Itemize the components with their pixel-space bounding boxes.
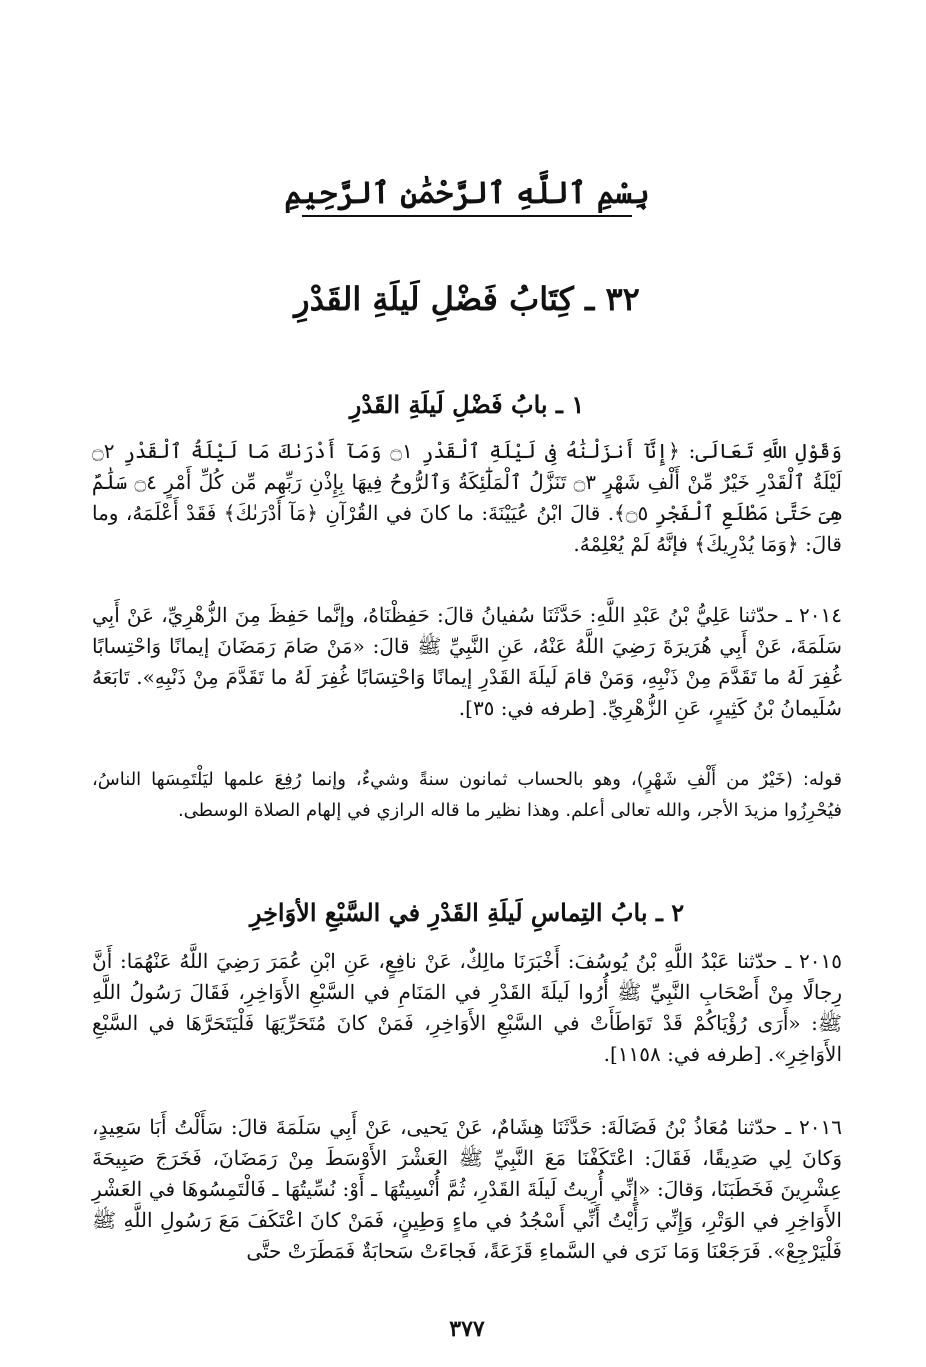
chapter-1-intro: وَقَوْلِ اللَّهِ تَعَالَى: ﴿إِنَّآ أَنزَلْنَٰهُ فِى لَيْلَةِ ٱلْقَدْرِ ۝١ وَمَآ أَدْرَىٰكَ مَا لَيْلَةُ ٱلْقَدْرِ ۝٢ لَيْلَةُ ٱلْقَدْرِ خَيْرٌ مِّنْ أَلْفِ شَهْرٍ ۝٣ تَنَزَّلُ ٱلْمَلَٰٓئِكَةُ وَٱلرُّوحُ فِيهَا بِإِذْنِ رَبِّهِم مِّن كُلِّ أَمْرٍ ۝٤ سَلَٰمٌ هِىَ حَتَّىٰ مَطْلَعِ ٱلْفَجْرِ ۝٥﴾. قالَ ابْنُ عُيَيْنَةَ: ما كانَ في القُرْآنِ ﴿مَآ أَدْرَىٰكَ﴾ فَقَدْ أَعْلَمَهُ، وما قالَ: ﴿وَمَا يُدْرِيكَ﴾ فإنَّهُ لَمْ يُعْلِمْهُ. [92,439,842,556]
hadith-2016: ٢٠١٦ ـ حدّثنا مُعَاذُ بْنُ فَضَالَةَ: حَدَّثَنَا هِشَامٌ، عَنْ يَحيى، عَنْ أَبِي سَلَمَةَ قالَ: سَأَلْتُ أَبَا سَعِيدٍ، وَكانَ لِي صَدِيقًا، فَقَالَ: اعْتَكَفْنَا مَعَ النَّبِيِّ ﷺ العَشْرَ الأَوْسَطَ مِنْ رَمَضَانَ، فَخَرَجَ صَبِيحَةَ عِشْرِينَ فَخَطَبَنَا، وَقالَ: «إِنِّي أُرِيتُ لَيلَةَ القَدْرِ، ثُمَّ أُنْسِيتُهَا ـ أَوْ: نُسِّيتُهَا ـ فَالْتَمِسُوهَا في العَشْرِ الأَوَاخِرِ في الوَتْرِ، وَإِنِّي رَأَيْتُ أَنِّي أَسْجُدُ في ماءٍ وَطِينٍ، فَمَنْ كانَ اعْتَكَفَ مَعَ رَسُولِ اللَّهِ ﷺ فَلْيَرْجِعْ». فَرَجَعْنَا وَمَا نَرَى في السَّماءِ قَزَعَةً، فَجاءَتْ سَحابَةٌ فَمَطَرَتْ حتَّى [92,1115,842,1263]
chapter-2-title: ٢ ـ بابُ التِماسِ لَيلَةِ القَدْرِ في السَّبْعِ الأوَاخِرِ [249,898,685,927]
book-title: ٣٢ ـ كِتَابُ فَضْلِ لَيلَةِ القَدْرِ [294,280,640,318]
book-page [92,0,842,1367]
basmala-heading [92,176,842,217]
commentary-note: قوله: (خَيْرٌ من أَلْفِ شَهْرٍ)، وهو بالحساب ثمانون سنةً وشيءٌ، وإنما رُفِعَ علمها ليَلْتَمِسَها الناسُ، فيُحْرِزُوا مزيدَ الأجر، والله تعالى أعلم. وهذا نظير ما قاله الرازي في إلهام الصلاة الوسطى. [92,769,842,821]
chapter-1-title: ١ ـ بابُ فَضْلِ لَيلَةِ القَدْرِ [349,390,585,419]
hadith-2014: ٢٠١٤ ـ حدّثنا عَلِيُّ بْنُ عَبْدِ اللَّهِ: حَدَّثَنَا سُفيانُ قالَ: حَفِظْنَاهُ، وإنَّما حَفِظَ مِنَ الزُّهْرِيِّ، عَنْ أَبِي سَلَمَةَ، عَنْ أَبِي هُرَيرَةَ رَضِيَ اللَّهُ عَنْهُ، عَنِ النَّبِيِّ ﷺ قالَ: «مَنْ صَامَ رَمَضَانَ إيمانًا وَاحْتِسابًا غُفِرَ لَهُ ما تَقَدَّمَ مِنْ ذَنْبِهِ، وَمَنْ قامَ لَيلَةَ القَدْرِ إيمانًا وَاحْتِسَابًا غُفِرَ لَهُ ما تَقَدَّمَ مِنْ ذَنْبِهِ». تَابَعَهُ سُلَيمانُ بْنُ كَثِيرٍ، عَنِ الزُّهْرِيِّ. [طرفه في: ٣٥]. [92,603,842,720]
basmala-text: بِسْمِ ٱللَّهِ ٱلرَّحْمَٰنِ ٱلرَّحِيمِ [284,176,650,211]
page-number: ٣٧٧ [449,1316,485,1342]
hadith-2015: ٢٠١٥ ـ حدّثنا عَبْدُ اللَّهِ بْنُ يُوسُفَ: أَخْبَرَنَا مالِكٌ، عَنْ نافِعٍ، عَنِ ابْنِ عُمَرَ رَضِيَ اللَّهُ عَنْهُمَا: أَنَّ رِجالًا مِنْ أَصْحَابِ النَّبِيِّ ﷺ أُرُوا لَيلَةَ القَدْرِ في المَنَامِ في السَّبْعِ الأَوَاخِرِ، فَقَالَ رَسُولُ اللَّهِ ﷺ: «أَرَى رُؤْيَاكُمْ قَدْ تَوَاطَأَتْ في السَّبْعِ الأَوَاخِرِ، فَمَنْ كانَ مُتَحَرِّيَهَا فَلْيَتَحَرَّهَا في السَّبْعِ الأَوَاخِرِ». [طرفه في: ١١٥٨]. [92,949,842,1066]
basmala-flourish [302,215,632,217]
